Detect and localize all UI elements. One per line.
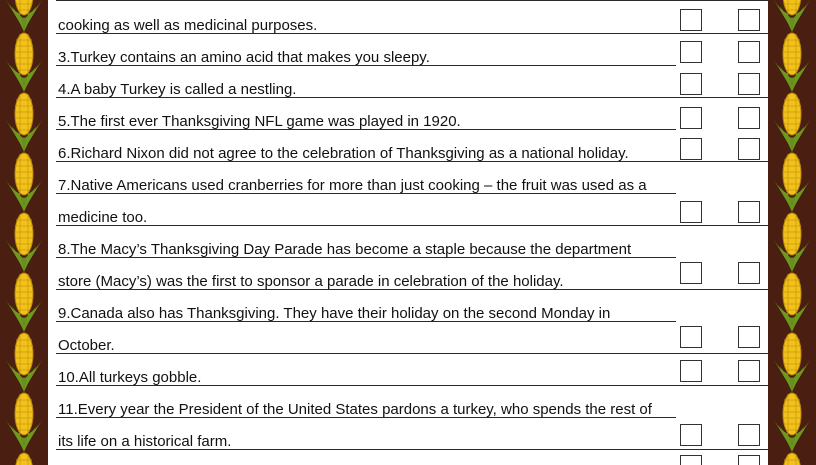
corn-cob-icon bbox=[2, 450, 46, 465]
right-corn-border bbox=[768, 0, 816, 465]
question-8-line-2: store (Macy’s) was the first to sponsor a parade in celebration of the holiday. bbox=[58, 273, 564, 290]
ruled-line bbox=[56, 449, 768, 450]
corn-cob-icon bbox=[2, 0, 46, 32]
true-checkbox[interactable] bbox=[680, 9, 702, 31]
question-5: 5.The first ever Thanksgiving NFL game was played in 1920. bbox=[58, 113, 461, 130]
false-checkbox[interactable] bbox=[738, 41, 760, 63]
true-checkbox[interactable] bbox=[680, 360, 702, 382]
ruled-line bbox=[56, 0, 768, 1]
corn-cob-icon bbox=[2, 30, 46, 92]
corn-cob-icon bbox=[770, 150, 814, 212]
left-corn-border bbox=[0, 0, 48, 465]
ruled-line bbox=[56, 65, 676, 66]
false-checkbox[interactable] bbox=[738, 9, 760, 31]
ruled-line bbox=[56, 193, 676, 194]
corn-cob-icon bbox=[2, 390, 46, 452]
ruled-line bbox=[56, 225, 768, 226]
ruled-line bbox=[56, 417, 676, 418]
question-8-line-1: 8.The Macy’s Thanksgiving Day Parade has become a staple because the department bbox=[58, 241, 632, 258]
corn-cob-icon bbox=[2, 330, 46, 392]
question-9-line-2: October. bbox=[58, 337, 115, 354]
corn-cob-icon bbox=[770, 450, 814, 465]
ruled-line bbox=[56, 33, 768, 34]
false-checkbox[interactable] bbox=[738, 262, 760, 284]
question-11-line-1: 11.Every year the President of the United States pardons a turkey, who spends the rest of bbox=[58, 401, 652, 418]
corn-cob-icon bbox=[770, 210, 814, 272]
false-checkbox[interactable] bbox=[738, 138, 760, 160]
false-checkbox[interactable] bbox=[738, 326, 760, 348]
corn-cob-icon bbox=[2, 210, 46, 272]
true-checkbox[interactable] bbox=[680, 326, 702, 348]
ruled-line bbox=[56, 385, 768, 386]
false-checkbox[interactable] bbox=[738, 107, 760, 129]
ruled-line bbox=[56, 161, 768, 162]
ruled-line bbox=[56, 97, 768, 98]
question-4: 4.A baby Turkey is called a nestling. bbox=[58, 81, 297, 98]
corn-cob-icon bbox=[2, 150, 46, 212]
question-10: 10.All turkeys gobble. bbox=[58, 369, 202, 386]
true-checkbox[interactable] bbox=[680, 73, 702, 95]
worksheet bbox=[48, 0, 768, 465]
ruled-line bbox=[56, 129, 676, 130]
true-checkbox[interactable] bbox=[680, 107, 702, 129]
question-2-line-2: cooking as well as medicinal purposes. bbox=[58, 17, 318, 34]
question-9-line-1: 9.Canada also has Thanksgiving. They have their holiday on the second Monday in bbox=[58, 305, 611, 322]
corn-cob-icon bbox=[2, 270, 46, 332]
true-checkbox[interactable] bbox=[680, 41, 702, 63]
false-checkbox[interactable] bbox=[738, 201, 760, 223]
ruled-line bbox=[56, 257, 676, 258]
false-checkbox[interactable] bbox=[738, 455, 760, 465]
corn-cob-icon bbox=[770, 0, 814, 32]
false-checkbox[interactable] bbox=[738, 360, 760, 382]
ruled-line bbox=[56, 353, 768, 354]
corn-cob-icon bbox=[770, 90, 814, 152]
corn-cob-icon bbox=[770, 30, 814, 92]
false-checkbox[interactable] bbox=[738, 73, 760, 95]
question-3: 3.Turkey contains an amino acid that makes you sleepy. bbox=[58, 49, 430, 66]
corn-cob-icon bbox=[770, 390, 814, 452]
question-7-line-2: medicine too. bbox=[58, 209, 148, 226]
true-checkbox[interactable] bbox=[680, 262, 702, 284]
true-checkbox[interactable] bbox=[680, 455, 702, 465]
true-checkbox[interactable] bbox=[680, 201, 702, 223]
corn-cob-icon bbox=[770, 270, 814, 332]
question-7-line-1: 7.Native Americans used cranberries for more than just cooking – the fruit was used as a bbox=[58, 177, 647, 194]
question-11-line-2: its life on a historical farm. bbox=[58, 433, 232, 450]
ruled-line bbox=[56, 321, 676, 322]
ruled-line bbox=[56, 289, 768, 290]
corn-cob-icon bbox=[2, 90, 46, 152]
corn-cob-icon bbox=[770, 330, 814, 392]
true-checkbox[interactable] bbox=[680, 138, 702, 160]
false-checkbox[interactable] bbox=[738, 424, 760, 446]
true-checkbox[interactable] bbox=[680, 424, 702, 446]
question-6: 6.Richard Nixon did not agree to the celebration of Thanksgiving as a national holiday. bbox=[58, 145, 629, 162]
